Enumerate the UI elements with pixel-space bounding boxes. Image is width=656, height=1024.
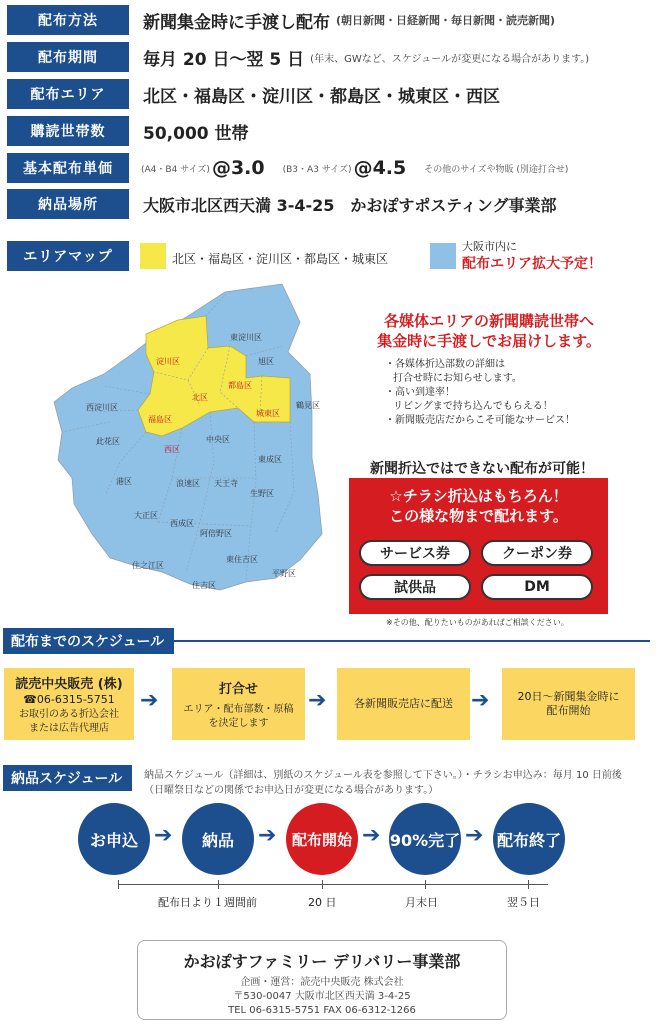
schedule-title: 配布までのスケジュール: [3, 628, 174, 654]
item-dm: DM: [481, 574, 593, 600]
legend-blue-line2: 配布エリア拡大予定！: [462, 256, 602, 272]
timeline-tick-3: [322, 880, 323, 889]
value-method: 新聞集金時に手渡し配布: [143, 12, 330, 33]
note-method: (朝日新聞・日経新聞・毎日新聞・読売新聞): [336, 14, 556, 27]
price-other: その他のサイズや物販 (別途打合せ): [424, 164, 569, 175]
schedule-arrow-2: ➔: [308, 688, 327, 713]
delivery-step-apply: お申込: [78, 803, 150, 875]
ward-kita: 北区: [192, 393, 208, 402]
price-b3-note: (B3・A3 サイズ): [282, 164, 352, 175]
delivery-step-delivery: 納品: [182, 803, 254, 875]
row-unit-price: [7, 153, 568, 183]
ward-tsurumi: 鶴見区: [296, 401, 320, 410]
ward-hirano: 平野区: [272, 569, 296, 578]
ward-chuo: 中央区: [206, 435, 230, 444]
schedule-step-4: [502, 668, 635, 740]
ward-minato: 港区: [116, 477, 132, 486]
schedule-step-2: [172, 668, 305, 740]
label-area-map: エリアマップ: [7, 241, 129, 271]
ward-nishiyodogawa: 西淀川区: [86, 403, 118, 412]
label-area: 配布エリア: [7, 79, 129, 109]
timeline-tick-4: [425, 880, 426, 889]
ward-suminoe: 住之江区: [132, 561, 164, 570]
ward-asahi: 旭区: [258, 357, 274, 366]
promo-box-title: [349, 486, 608, 526]
value-period: 毎月 20 日〜翌 5 日: [143, 49, 305, 70]
price-b3: @4.5: [353, 157, 407, 179]
step3-text: 各新聞販売店に配送: [354, 697, 453, 710]
timeline-tick-5: [528, 880, 529, 889]
price-a4-note: (A4・B4 サイズ): [141, 164, 210, 175]
delivery-arrow-3: ➔: [362, 823, 381, 848]
timeline-tick-1: [118, 880, 119, 889]
label-delivery-place: 納品場所: [7, 189, 129, 219]
promo-box-line2: この様な物まで配れます。: [389, 507, 568, 525]
osaka-ward-map: [50, 282, 340, 612]
delivery-step-end: 配布終了: [493, 803, 565, 875]
label-period: 配布期間: [7, 42, 129, 72]
promo-headline-line1: 各媒体エリアの新聞購読世帯へ: [383, 312, 594, 330]
delivery-step-90: 90%完了: [389, 803, 461, 875]
ward-abeno: 阿倍野区: [200, 529, 232, 538]
timeline-label-month-end: 月末日: [405, 896, 438, 909]
delivery-arrow-2: ➔: [258, 823, 277, 848]
delivery-note-line1: 納品スケジュール（詳細は、別紙のスケジュール表を参照して下さい。）・チラシお申込み：毎月 10 日前後: [144, 770, 622, 781]
schedule-step-1: [4, 668, 134, 740]
ward-nishinari: 西成区: [170, 519, 194, 528]
step2-title: 打合せ: [218, 681, 258, 697]
footer-title: かおぽすファミリー デリバリー事業部: [183, 952, 461, 971]
footer-line2: 〒530-0047 大阪市北区西天満 3-4-25: [233, 991, 411, 1002]
footer-line1: 企画・運営：読売中央販売 株式会社: [240, 977, 404, 988]
delivery-note-line2: （日曜祭日などの関係でお申込日が変更になる場合があります。）: [144, 785, 439, 796]
price-a4: @3.0: [211, 157, 265, 179]
row-area: [7, 79, 500, 109]
ward-sumiyoshi: 住吉区: [192, 581, 216, 590]
value-delivery-place: 大阪市北区西天満 3-4-25 かおぽすポスティング事業部: [143, 195, 557, 215]
footer-line3: TEL 06-6315-5751 FAX 06-6312-1266: [228, 1005, 416, 1016]
schedule-step-3: [337, 668, 470, 740]
step4-line1: 20日〜新聞集金時に: [517, 690, 620, 703]
step4-line2: 配布開始: [546, 704, 591, 717]
schedule-arrow-3: ➔: [471, 688, 490, 713]
ward-fukushima: 福島区: [148, 415, 172, 424]
ward-taisho: 大正区: [134, 511, 158, 520]
row-method: [7, 5, 555, 35]
ward-ikuno: 生野区: [250, 489, 274, 498]
bullet-3: ・新聞販売店だからこそ可能なサービス！: [385, 415, 575, 426]
ward-tennoji: 天王寺: [214, 479, 238, 488]
legend-blue-swatch: [430, 243, 456, 269]
bullet-1: ・各媒体折込部数の詳細は: [385, 359, 505, 370]
legend-blue-line1: 大阪市内に: [462, 240, 517, 253]
row-area-map: [7, 241, 129, 271]
delivery-note: [144, 768, 649, 798]
promo-note: ※その他、配りたいものがあればご相談ください。: [386, 618, 569, 627]
step1-title: 読売中央販売 (株): [15, 676, 123, 692]
footer-box: [137, 940, 507, 1020]
delivery-title: 納品スケジュール: [3, 765, 132, 791]
ward-higashisumiyoshi: 東住吉区: [226, 555, 258, 564]
ward-miyakojima: 都島区: [228, 381, 252, 390]
promo-can-head: 新聞折込ではできない配布が可能！: [370, 461, 594, 477]
item-sample: 試供品: [359, 574, 471, 600]
promo-headline-line2: 集金時に手渡しでお届けします。: [377, 332, 601, 350]
legend-yellow-text: 北区・福島区・淀川区・都島区・城東区: [172, 252, 389, 266]
schedule-arrow-1: ➔: [140, 688, 159, 713]
bullet-1-sub: 打合せ時にお知らせします。: [393, 373, 522, 384]
promo-headline: [358, 311, 620, 351]
step1-tel: ☎06-6315-5751: [23, 692, 115, 706]
ward-higashinari: 東成区: [258, 455, 282, 464]
schedule-rule: [170, 640, 650, 642]
ward-yodogawa: 淀川区: [156, 357, 180, 366]
delivery-arrow-4: ➔: [465, 823, 484, 848]
value-households: 50,000 世帯: [143, 123, 249, 144]
timeline-label-week-before: 配布日より１週間前: [158, 896, 257, 909]
timeline-tick-2: [218, 880, 219, 889]
value-area: 北区・福島区・淀川区・都島区・城東区・西区: [143, 86, 500, 107]
delivery-step-start: 配布開始: [286, 803, 358, 875]
item-coupon: クーポン券: [481, 540, 593, 566]
bullet-2: ・高い到達率！: [385, 387, 455, 398]
step2-line2: を決定します: [208, 717, 269, 729]
row-households: [7, 116, 249, 146]
label-unit-price: 基本配布単価: [7, 153, 129, 183]
promo-bullets: [385, 358, 575, 428]
row-period: [7, 42, 589, 72]
step2-line1: エリア・配布部数・原稿: [183, 703, 294, 715]
legend-yellow-swatch: [140, 243, 166, 269]
item-service-ticket: サービス券: [359, 540, 471, 566]
ward-higashiyodogawa: 東淀川区: [230, 333, 262, 342]
step1-line1: お取引のある折込会社: [19, 708, 119, 720]
ward-naniwa: 浪速区: [176, 479, 200, 488]
label-households: 購読世帯数: [7, 116, 129, 146]
ward-konohana: 此花区: [96, 437, 120, 446]
step1-line2: または広告代理店: [29, 722, 109, 734]
delivery-arrow-1: ➔: [154, 823, 173, 848]
promo-red-box: [349, 478, 608, 614]
timeline-label-5th: 翌５日: [507, 896, 540, 909]
ward-joto: 城東区: [256, 409, 280, 418]
ward-nishi: 西区: [164, 445, 180, 454]
label-method: 配布方法: [7, 5, 129, 35]
promo-box-line1: ☆チラシ折込はもちろん！: [389, 487, 568, 505]
bullet-2-sub: リビングまで持ち込んでもらえる！: [393, 401, 553, 412]
delivery-timeline: [118, 884, 548, 885]
row-delivery-place: [7, 189, 556, 219]
note-period: (年末、GWなど、スケジュールが変更になる場合があります。): [310, 53, 590, 65]
timeline-label-20th: 20 日: [308, 896, 337, 909]
